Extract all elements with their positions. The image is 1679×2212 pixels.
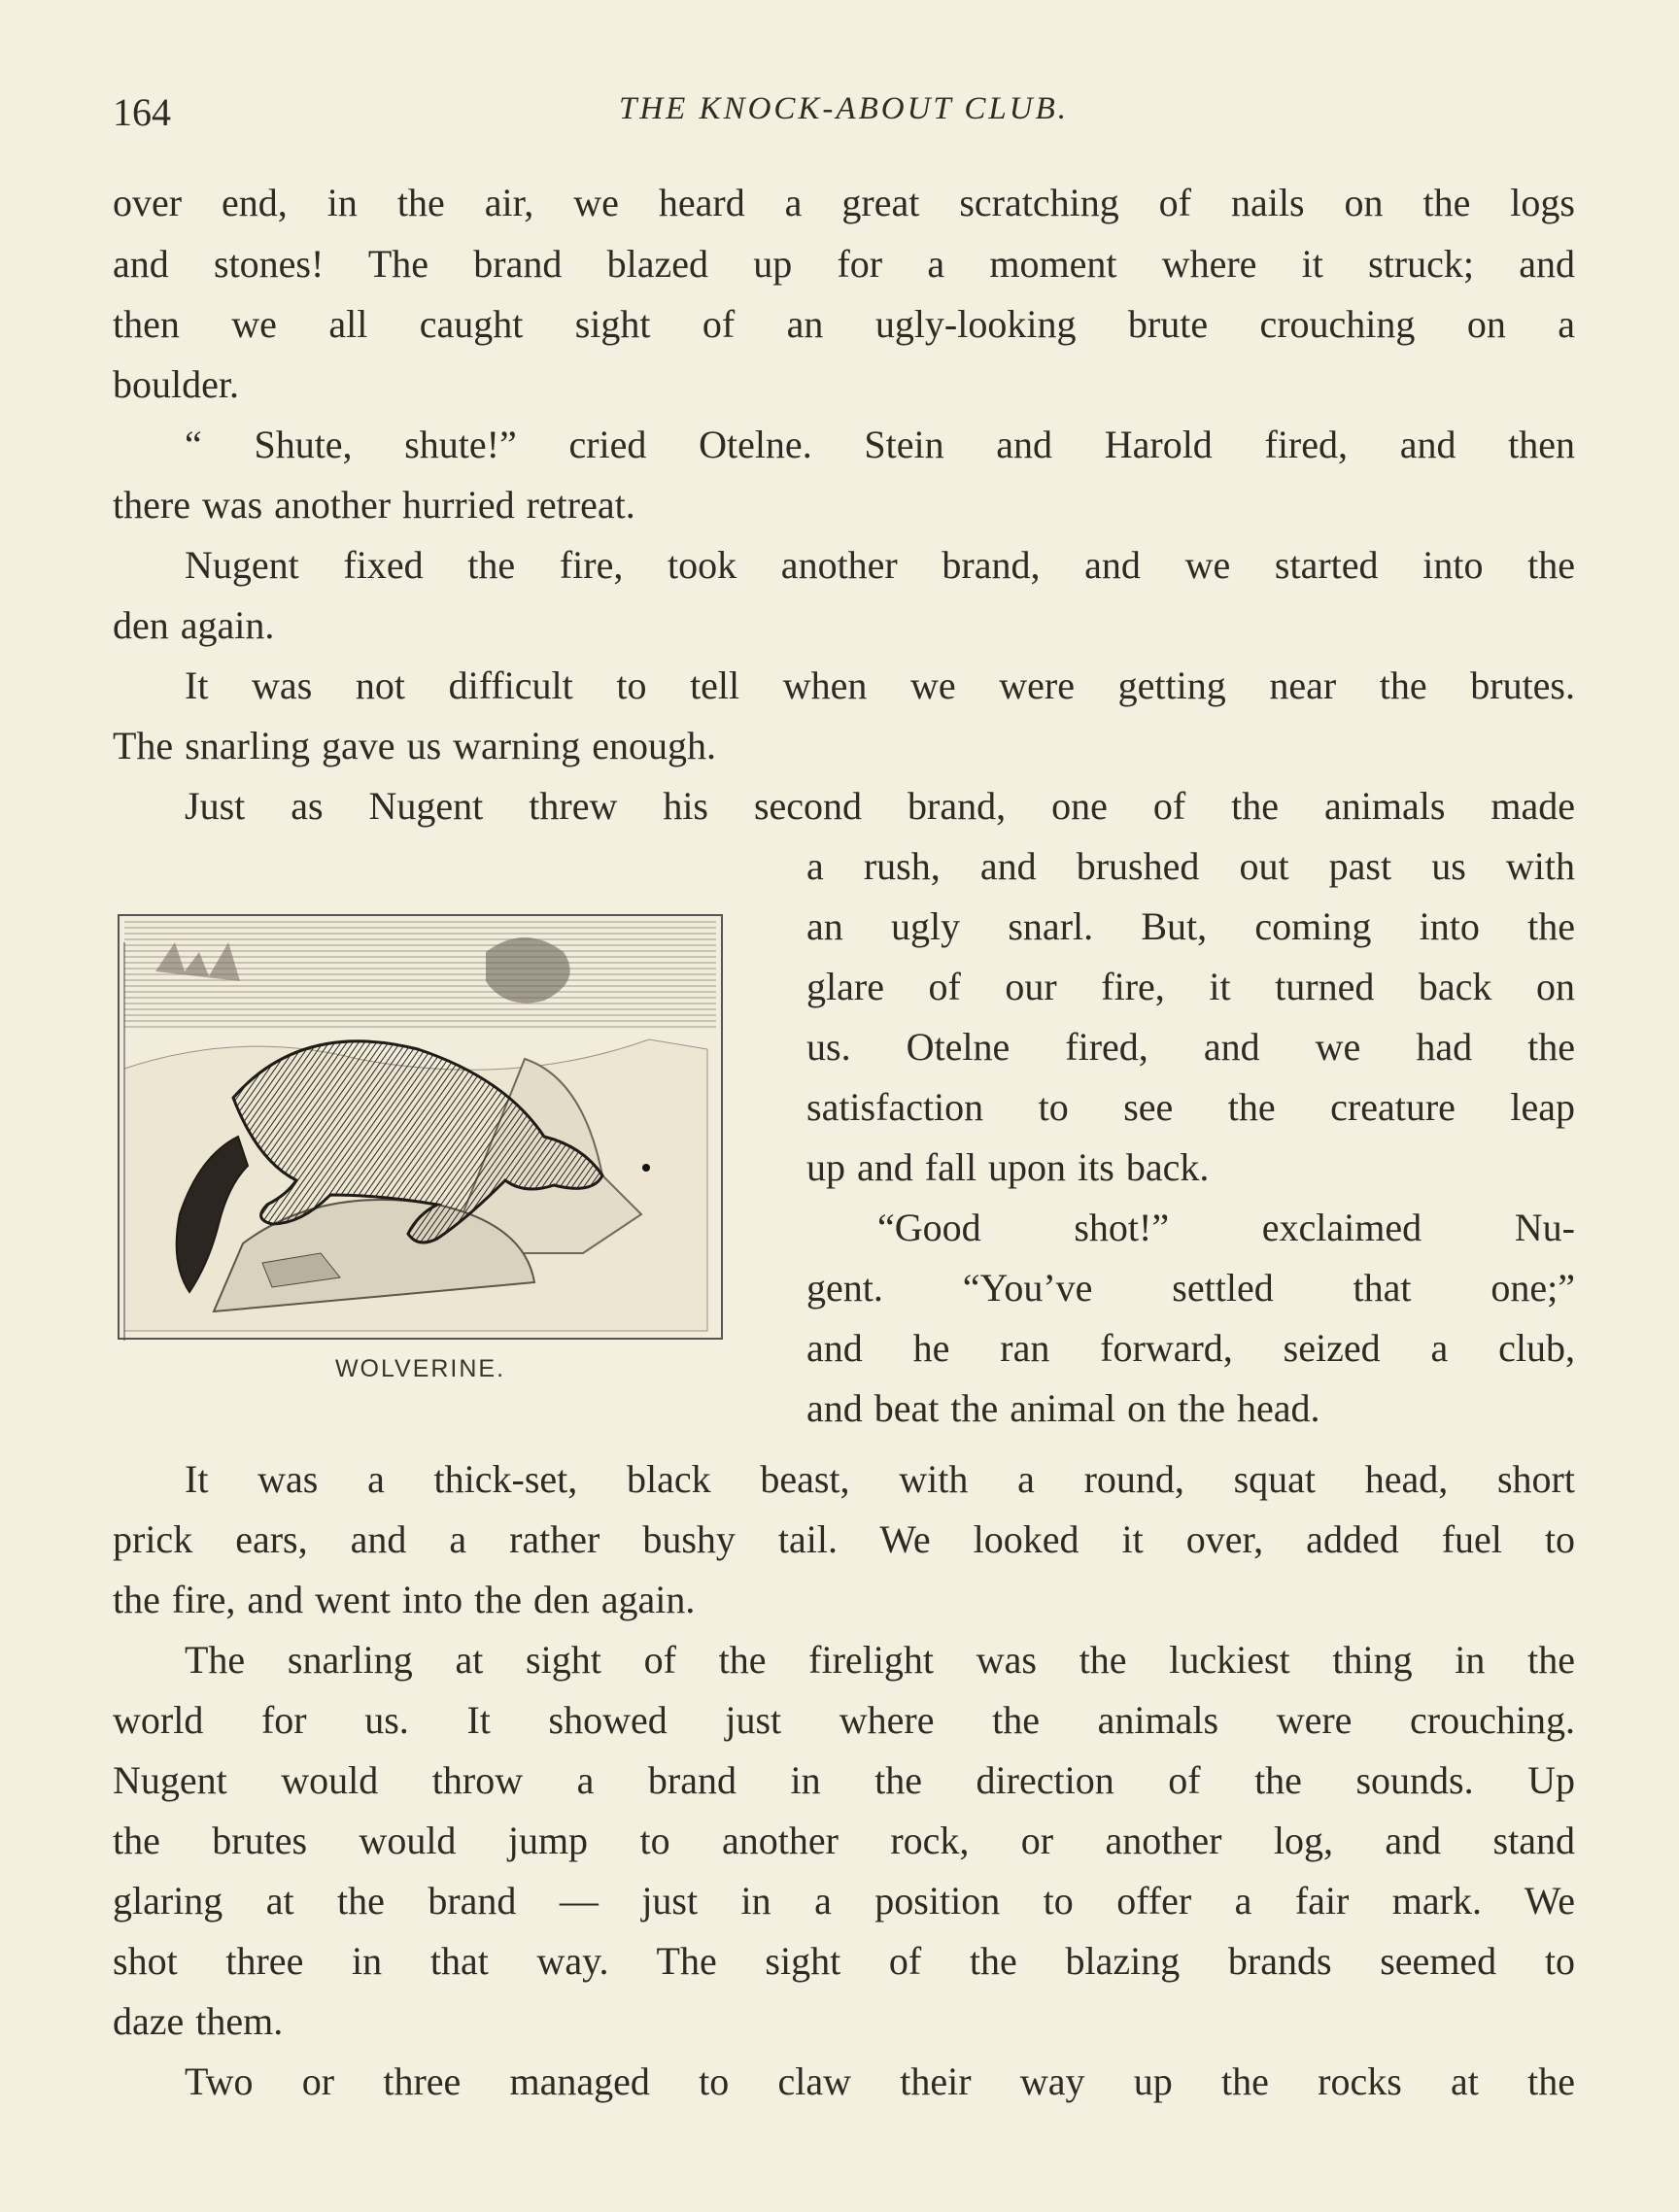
page-header	[113, 89, 1575, 138]
page-number: 164	[113, 90, 171, 134]
wolverine-illustration	[117, 913, 724, 1341]
text-line: The snarling gave us warning enough.	[113, 724, 716, 767]
text-line: the brutes would jump to another rock, or another log, and stand	[113, 1819, 1575, 1862]
text-line: a rush, and brushed out past us with	[806, 844, 1575, 888]
text-line: gent. “You’ve settled that one;”	[806, 1266, 1575, 1310]
text-line: “Good shot!” exclaimed Nu-	[877, 1206, 1575, 1249]
text-line: the fire, and went into the den again.	[113, 1578, 696, 1621]
text-line: then we all caught sight of an ugly-looking brute crouching on a	[113, 302, 1575, 346]
text-line: It was not difficult to tell when we were getting near the brutes.	[185, 664, 1575, 707]
text-line: glaring at the brand — just in a position to offer a fair mark. We	[113, 1879, 1575, 1923]
text-line: world for us. It showed just where the animals were crouching.	[113, 1698, 1575, 1742]
text-line: up and fall upon its back.	[806, 1145, 1210, 1189]
text-line: and beat the animal on the head.	[806, 1386, 1320, 1430]
text-line: den again.	[113, 603, 275, 647]
text-line: “ Shute, shute!” cried Otelne. Stein and Harold fired, and then	[185, 423, 1575, 466]
text-line: there was another hurried retreat.	[113, 483, 635, 527]
text-line: Nugent fixed the fire, took another brand, and we started into the	[185, 543, 1575, 587]
text-line: glare of our fire, it turned back on	[806, 965, 1575, 1008]
text-line: an ugly snarl. But, coming into the	[806, 904, 1575, 948]
text-line: and he ran forward, seized a club,	[806, 1326, 1575, 1370]
text-line: us. Otelne fired, and we had the	[806, 1025, 1575, 1069]
text-line: Two or three managed to claw their way up the rocks at the	[185, 2059, 1575, 2103]
text-line: over end, in the air, we heard a great scratching of nails on the logs	[113, 181, 1575, 224]
text-line: Nugent would throw a brand in the direction of the sounds. Up	[113, 1758, 1575, 1802]
text-line: shot three in that way. The sight of the blazing brands seemed to	[113, 1939, 1575, 1983]
text-line: satisfaction to see the creature leap	[806, 1085, 1575, 1129]
text-line: The snarling at sight of the firelight was the luckiest thing in the	[185, 1638, 1575, 1682]
running-title: THE KNOCK-ABOUT CLUB.	[618, 91, 1070, 126]
text-line: It was a thick-set, black beast, with a round, squat head, short	[185, 1457, 1575, 1501]
text-line: daze them.	[113, 1999, 284, 2043]
text-line: boulder.	[113, 362, 239, 406]
text-line: Just as Nugent threw his second brand, one of the animals made	[185, 784, 1575, 828]
text-line: and stones! The brand blazed up for a moment where it struck; and	[113, 242, 1575, 286]
text-line: prick ears, and a rather bushy tail. We looked it over, added fuel to	[113, 1517, 1575, 1561]
figure-caption: WOLVERINE.	[334, 1355, 506, 1382]
